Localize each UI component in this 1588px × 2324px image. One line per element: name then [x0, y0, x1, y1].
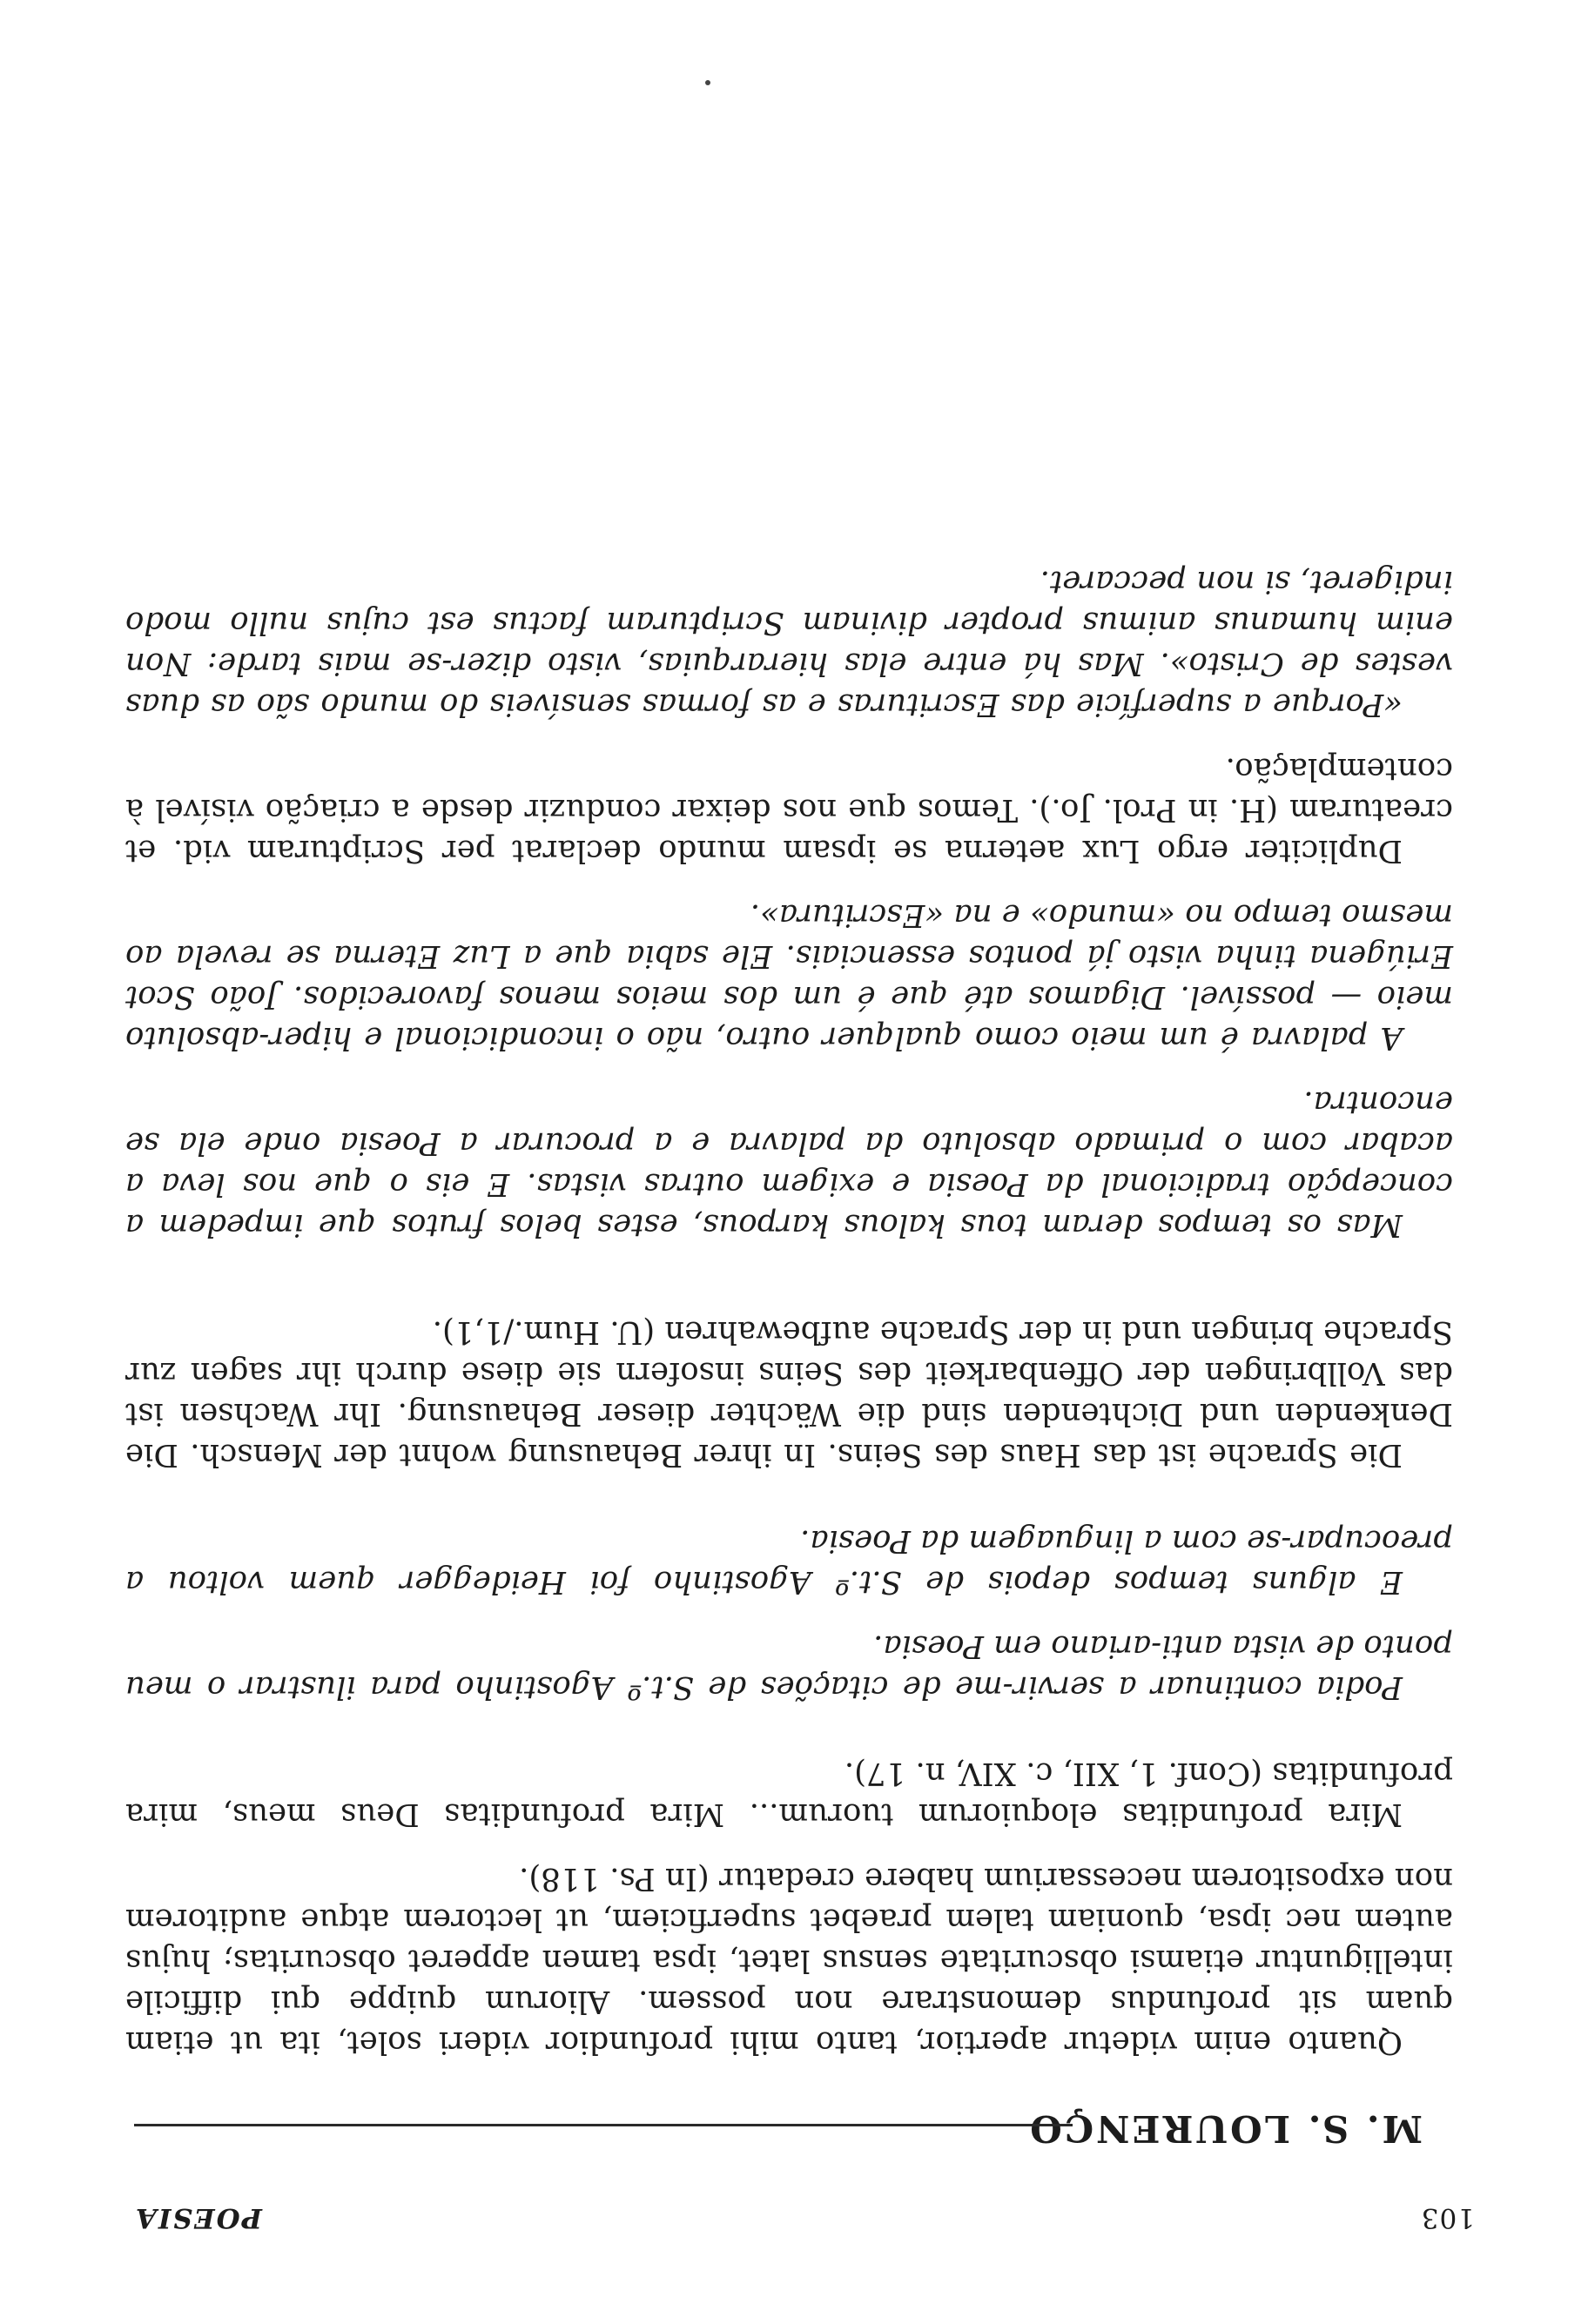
paragraph-german-quote: Die Sprache ist das Haus des Seins. In ihrer Behausung wohnt der Mensch. Die Denkenden und Dichtenden sind die Wächter dieser Behausung. Ihr Wachsen ist das Vollbringen der Offenbarkeit des Seins insofern sie diese durch ihr sagen zur Sprache bringen und in der Sprache aufbewahren (U. Hum./1,1).	[125, 1314, 1453, 1473]
ink-speck	[705, 80, 710, 85]
paragraph-latin-quote-1: Quanto enim videtur apertior, tanto mihi profundior videri solet, ita ut etiam quam sit profundus demonstrare non possem. Aliorum quippe qui difficile intelliguntur etiamsi obscuritate sensus latet, ipsa tamen apperet obscuritas; hujus autem nec ipsa, quoniam talem praebet superficiem, ut lectorem atque auditorem non expositorem necessarium habere credatur (In Ps. 118).	[125, 1861, 1453, 2060]
paragraph-eriugena-quote: Dupliciter ergo Lux aeterna se ipsam mundo declarat per Scripturam vid. et creaturam (H. in Prol. Jo.). Temos que nos deixar conduzir desde a criação visível à contemplação.	[125, 751, 1453, 869]
paragraph-heidegger: E alguns tempos depois de S.t.º Agostinho foi Heidegger quem voltou a preocupar-se com a linguagem da Poesia.	[125, 1523, 1453, 1600]
author-name: M. S. LOURENÇO	[1027, 2107, 1423, 2150]
paragraph-agostinho: Podia continuar a servir-me de citações de S.t.º Agostinho para ilustrar o meu ponto de vista anti-ariano em Poesia.	[125, 1629, 1453, 1705]
page-header	[134, 2199, 1475, 2233]
author-line	[134, 2098, 1423, 2150]
author-rule	[134, 2124, 1073, 2126]
paragraph-escrituras: «Porque a superfície das Escrituras e as formas sensíveis do mundo são as duas vestes de Cristo». Mas há entre elas hierarquias, visto dizer-se mais tarde: Non enim humanus animus propter divinam Scripturam factus est cujus nullo modo indigeret, si non peccaret.	[125, 564, 1453, 722]
body-text	[125, 561, 1453, 2063]
page-number: 103	[1420, 2202, 1475, 2233]
running-title: POESIA	[134, 2202, 262, 2233]
paragraph-frutos: Mas os tempos deram tous kalous karpous, estes belos frutos que impedem a concepção tradicional da Poesia e exigem outras vistas. E eis o que nos leva a acabar com o primado absoluto da palavra e a procurar a Poesia onde ela se encontra.	[125, 1085, 1453, 1243]
paragraph-latin-quote-2: Mira profunditas eloquiorum tuorum... Mira profunditas Deus meus, mira profunditas (Conf. 1, XII, c. XIV, n. 17).	[125, 1756, 1453, 1832]
paragraph-palavra: A palavra é um meio como qualquer outro, não o incondicional e hiper-absoluto meio — possível. Digamos até que é um dos meios menos favorecidos. João Scot Eriúgena tinha visto já pontos essenciais. Ele sabia que a Luz Eterna se revela ao mesmo tempo no «mundo» e na «Escritura».	[125, 897, 1453, 1056]
